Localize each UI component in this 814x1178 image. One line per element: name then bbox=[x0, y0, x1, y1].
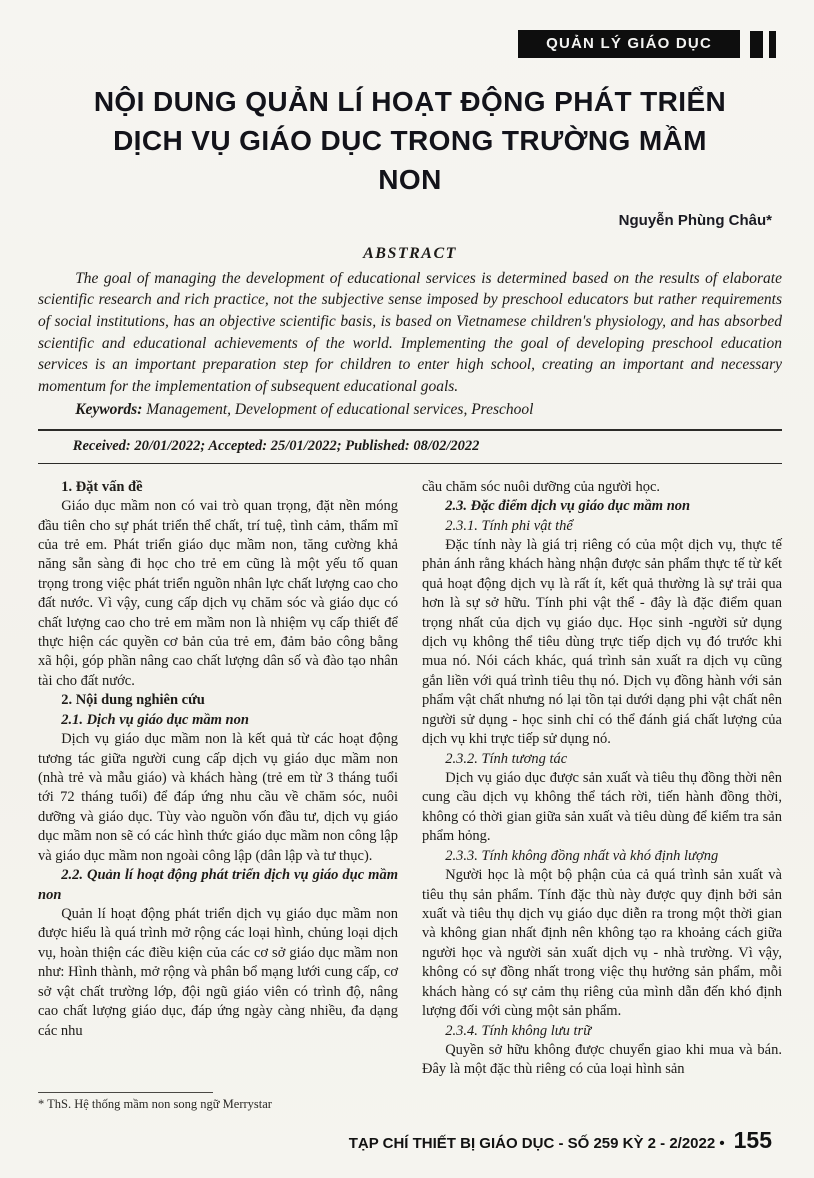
paragraph: Quyền sở hữu không được chuyển giao khi mua và bán. Đây là một đặc thù riêng có của loại hình sản bbox=[422, 1041, 782, 1078]
author-name: Nguyễn Phùng Châu* bbox=[618, 211, 772, 229]
right-column bbox=[422, 478, 782, 1080]
paragraph: Dịch vụ giáo dục mầm non là kết quả từ các hoạt động tương tác giữa người cung cấp dịch vụ giáo dục mầm non (nhà trẻ và mẫu giáo) và khách hàng (trẻ em từ 3 tháng tuổi tới 72 tháng tuổi) để đáp ứng nhu cầu về chăm sóc, nuôi dưỡng và giáo dục. Tùy vào nguồn vốn đầu tư, dịch vụ giáo dục mầm non sẽ có các hình thức giáo dục mầm non công lập và giáo dục mầm non ngoài công lập (dân lập và tư thục). bbox=[38, 731, 398, 864]
dates-line: Received: 20/01/2022; Accepted: 25/01/2022; Published: 08/02/2022 bbox=[38, 429, 782, 464]
footnote-rule bbox=[38, 1092, 213, 1093]
accent-bar-icon bbox=[750, 31, 763, 58]
keywords-label: Keywords: bbox=[75, 400, 143, 418]
page-footer bbox=[349, 1127, 772, 1154]
abstract-heading: ABSTRACT bbox=[363, 244, 457, 262]
section-heading: 1. Đặt vấn đề bbox=[61, 478, 143, 495]
journal-info: TẠP CHÍ THIẾT BỊ GIÁO DỤC - SỐ 259 KỲ 2 - 2/2022 • bbox=[348, 1135, 725, 1152]
title-line-2: DỊCH VỤ GIÁO DỤC TRONG TRƯỜNG MẦM NON bbox=[113, 125, 707, 196]
paragraph: cầu chăm sóc nuôi dưỡng của người học. bbox=[422, 478, 661, 495]
keywords-line bbox=[38, 401, 782, 419]
section-heading: 2. Nội dung nghiên cứu bbox=[61, 692, 205, 709]
section-heading: 2.3. Đặc điểm dịch vụ giáo dục mầm non bbox=[445, 498, 691, 515]
article-body bbox=[38, 478, 782, 1080]
page-number: 155 bbox=[733, 1127, 772, 1153]
page-header bbox=[38, 30, 782, 58]
paragraph: Giáo dục mầm non có vai trò quan trọng, đặt nền móng đầu tiên cho sự phát triển thể chất, trí tuệ, tình cảm, thẩm mĩ của trẻ em. Phát triển giáo dục mầm non, tăng cường khả năng sẵn sàng đi học cho trẻ em cũng là một yếu tố quan trọng trong việc phát triển nguồn nhân lực chất lượng cao cho đất nước. Vì vậy, cung cấp dịch vụ chăm sóc và giáo dục có chất lượng cao cho trẻ em mầm non là nhiệm vụ cấp thiết để thực hiện các quyền cơ bản của trẻ em, đảm bảo công bằng xã hội, góp phần nâng cao chất lượng dân số và đào tạo nhân tài cho đất nước. bbox=[38, 498, 398, 689]
left-column bbox=[38, 478, 398, 1080]
article-title bbox=[78, 82, 742, 200]
section-heading: 2.2. Quản lí hoạt động phát triển dịch vụ giáo dục mầm non bbox=[38, 867, 398, 903]
paragraph: Quản lí hoạt động phát triển dịch vụ giáo dục mầm non được hiểu là quá trình mở rộng các loại hình, chủng loại dịch vụ, hoàn thiện các điều kiện của các cơ sở giáo dục mầm non như: Hình thành, mở rộng và phân bổ mạng lưới cung cấp, cơ sở vật chất trường lớp, đội ngũ giáo viên có trình độ, nâng cao chất lượng giáo dục, đáp ứng ngày càng nhiều, đa dạng các nhu bbox=[38, 905, 398, 1039]
title-line-1: NỘI DUNG QUẢN LÍ HOẠT ĐỘNG PHÁT TRIỂN bbox=[93, 86, 727, 117]
section-badge: QUẢN LÝ GIÁO DỤC bbox=[518, 30, 740, 58]
paragraph: Người học là một bộ phận của cả quá trình sản xuất và tiêu thụ sản phẩm. Tính đặc thù này được quy định bởi sản xuất và tiêu thụ dịch vụ giáo dục diễn ra trong một thời gian và không gian nhất định nên không tạo ra khoảng cách giữa người học và người sản xuất dịch vụ - nhà trường. Vì vậy, không có sự đồng nhất trong việc thụ hưởng sản phẩm, mỗi khách hàng có sự cảm thụ riêng của mình dẫn đến khó định lượng đối với cùng một sản phẩm. bbox=[422, 867, 782, 1020]
paragraph: Đặc tính này là giá trị riêng có của một dịch vụ, thực tế phản ánh rằng khách hàng nhận được sản phẩm thực tế từ kết quả hoạt động dịch vụ là rất ít, kết quả thường là sự trải qua hơn là sự sở hữu. Tính phi vật thể - đây là đặc điểm quan trọng nhất của dịch vụ giáo dục. Học sinh -người sử dụng dịch vụ không thể tiêu dùng trực tiếp dịch vụ đó trước khi mua nó. Nói cách khác, quá trình sản xuất ra dịch vụ cũng gắn liền với quá trình tiêu thụ nó. Dịch vụ đồng hành với sản phẩm vật chất nhưng nó lại tồn tại dưới dạng phi vật chất nên người sử dụng - học sinh chỉ có thể đánh giá chất lượng của dịch vụ khi trực tiếp sử dụng nó. bbox=[422, 536, 782, 748]
section-heading: 2.3.3. Tính không đồng nhất và khó định lượng bbox=[445, 847, 719, 864]
section-heading: 2.3.2. Tính tương tác bbox=[445, 750, 568, 767]
footnote-text: * ThS. Hệ thống mầm non song ngữ Merrystar bbox=[38, 1096, 272, 1111]
abstract-text: The goal of managing the development of educational services is determined based on the results of elaborate scientific research and rich practice, not the subjective sense imposed by preschool educators but rather requirements of social institutions, has an objective scientific basis, is based on Vietnamese children's physiology, and has absorbed scientific and educational achievements of the world. Implementing the goal of developing preschool education services is an important preparation step for children to enter high school, creating an important and necessary momentum for the implementation of subsequent educational goals. bbox=[38, 269, 782, 395]
section-heading: 2.3.4. Tính không lưu trữ bbox=[445, 1022, 592, 1039]
header-accent-bars-icon bbox=[750, 31, 776, 58]
footnote bbox=[38, 1092, 398, 1112]
paragraph: Dịch vụ giáo dục được sản xuất và tiêu thụ đồng thời nên cung cầu dịch vụ không thể tách rời, tiến hành đồng thời, không có thời gian giữa sản xuất và tiêu dùng để kiểm tra sản phẩm hỏng. bbox=[422, 770, 782, 845]
section-heading: 2.1. Dịch vụ giáo dục mầm non bbox=[61, 711, 249, 728]
section-heading: 2.3.1. Tính phi vật thể bbox=[445, 517, 573, 534]
keywords-text: Management, Development of educational services, Preschool bbox=[146, 400, 534, 418]
accent-bar-icon bbox=[769, 31, 776, 58]
